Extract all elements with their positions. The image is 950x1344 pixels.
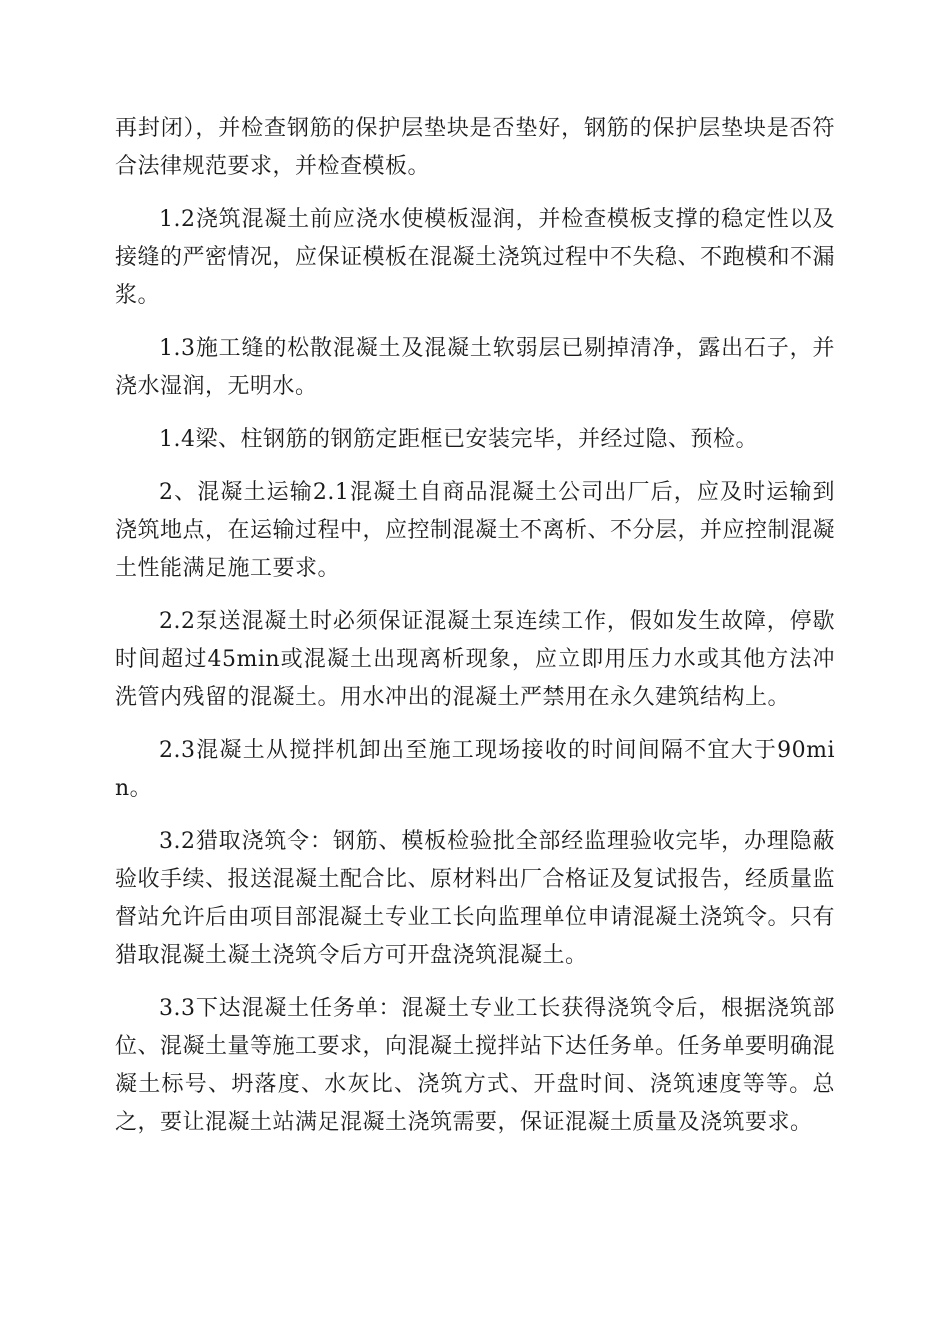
paragraph-6: 2.2泵送混凝土时必须保证混凝土泵连续工作，假如发生故障，停歇时间超过45min或混凝土出现离析现象，应立即用压力水或其他方法冲洗管内残留的混凝土。用水冲出的混凝土严禁用在永久建筑结构上。	[115, 609, 835, 710]
paragraph-8: 3.2猎取浇筑令：钢筋、模板检验批全部经监理验收完毕，办理隐蔽验收手续、报送混凝土配合比、原材料出厂合格证及复试报告，经质量监督站允许后由项目部混凝土专业工长向监理单位申请混凝土浇筑令。只有猎取混凝土凝土浇筑令后方可开盘浇筑混凝土。	[115, 829, 836, 968]
paragraph-2: 1.2浇筑混凝土前应浇水使模板湿润，并检查模板支撑的稳定性以及接缝的严密情况，应保证模板在混凝土浇筑过程中不失稳、不跑模和不漏浆。	[115, 207, 836, 308]
paragraph-5: 2、混凝土运输2.1混凝土自商品混凝土公司出厂后，应及时运输到浇筑地点，在运输过程中，应控制混凝土不离析、不分层，并应控制混凝土性能满足施工要求。	[115, 480, 836, 581]
paragraph-1: 再封闭），并检查钢筋的保护层垫块是否垫好，钢筋的保护层垫块是否符合法律规范要求，并检查模板。	[115, 116, 835, 179]
paragraph-9: 3.3下达混凝土任务单：混凝土专业工长获得浇筑令后，根据浇筑部位、混凝土量等施工要求，向混凝土搅拌站下达任务单。任务单要明确混凝土标号、坍落度、水灰比、浇筑方式、开盘时间、浇筑速度等等。总之，要让混凝土站满足混凝土浇筑需要，保证混凝土质量及浇筑要求。	[115, 996, 836, 1135]
document-body	[115, 110, 835, 1157]
paragraph-7: 2.3混凝土从搅拌机卸出至施工现场接收的时间间隔不宜大于90min。	[115, 738, 835, 801]
paragraph-4: 1.4梁、柱钢筋的钢筋定距框已安装完毕，并经过隐、预检。	[159, 427, 758, 452]
paragraph-3: 1.3施工缝的松散混凝土及混凝土软弱层已剔掉清净，露出石子，并浇水湿润，无明水。	[115, 336, 835, 399]
